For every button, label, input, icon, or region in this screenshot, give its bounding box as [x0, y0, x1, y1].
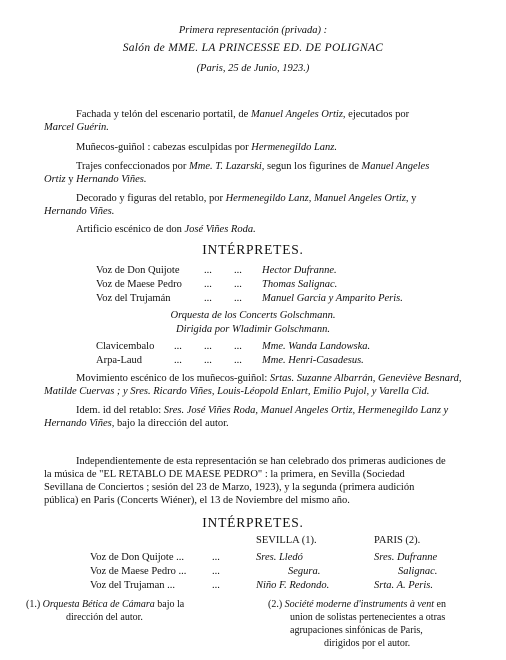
credit-name: Srtas. Suzanne Albarrán, Geneviève Besnard,	[269, 373, 462, 384]
credit-text: Trajes confeccionados por	[76, 161, 190, 172]
credit-text: y	[408, 193, 417, 204]
credit-text: Artificio escénico de don	[76, 224, 185, 235]
credit-text: ejecutados por	[345, 109, 410, 120]
credit-name: Hernando Viñes,	[44, 418, 115, 429]
credit-name: Sres. José Viñes Roda, Manuel Angeles Ortiz, Hermenegildo Lanz y	[163, 405, 449, 416]
director-line: Dirigida por Wladimir Golschmann.	[175, 324, 330, 335]
role-name: Voz de Maese Pedro	[96, 279, 182, 290]
credit-decorado	[44, 192, 464, 218]
premiere-label: Primera representación (privada) :	[178, 25, 328, 36]
footnote-text: bajo la	[154, 599, 185, 610]
role-name: Voz de Don Quijote	[96, 265, 180, 276]
credit-name: Ortiz	[44, 174, 66, 185]
performer-name: Mme. Wanda Landowska.	[262, 341, 371, 352]
credit-munecos	[44, 141, 464, 154]
credit-name: Hernando Viñes.	[44, 206, 115, 217]
credit-name: Hernando Viñes.	[76, 174, 147, 185]
instrument-name: Arpa-Laud	[96, 355, 143, 366]
performer-name: Manuel Garcia y Amparito Peris.	[262, 293, 403, 304]
footnote-text: en	[434, 599, 446, 610]
role-name: Voz de Maese Pedro ...	[90, 566, 187, 577]
column-header-paris: PARIS (2).	[374, 535, 421, 546]
credit-text: segun los figurines de	[264, 161, 362, 172]
dots: ...	[204, 293, 212, 304]
footnote-text: dirección del autor.	[66, 612, 143, 623]
credit-name: Matilde Cuervas ; y Sres. Ricardo Viñes, Louis-Léopold Enlart, Emilio Pujol, y Varella Cid.	[44, 386, 430, 397]
dots: ...	[212, 580, 220, 591]
role-name: Voz del Trujamán	[96, 293, 171, 304]
credit-name: José Viñes Roda.	[184, 224, 256, 235]
audiciones-line: pública) en Paris (Concerts Wiéner), el 13 de Noviembre del mismo año.	[44, 495, 350, 506]
performer-name: Mme. Henri-Casadesus.	[262, 355, 364, 366]
sevilla-performer: Niño F. Redondo.	[256, 580, 330, 591]
sevilla-performer: Segura.	[288, 566, 321, 577]
idem-credit	[44, 404, 464, 430]
dots: ...	[212, 566, 220, 577]
credit-text: Idem. id del retablo:	[76, 405, 164, 416]
credit-name: Mme. T. Lazarski,	[189, 161, 265, 172]
dots: ...	[234, 279, 242, 290]
audiciones-line: Independientemente de esta representación se han celebrado dos primeras audiciones de	[76, 456, 446, 467]
dots: ...	[234, 265, 242, 276]
dots: ...	[174, 355, 182, 366]
credit-text: Fachada y telón del escenario portatil, de	[76, 109, 251, 120]
performer-name: Hector Dufranne.	[262, 265, 337, 276]
movimiento-credit	[44, 372, 464, 398]
premiere-date: (Paris, 25 de Junio, 1923.)	[196, 63, 310, 74]
credit-name: Manuel Angeles Ortiz,	[250, 109, 346, 120]
credit-text: bajo la dirección del autor.	[114, 418, 229, 429]
paris-performer: Sres. Dufranne	[374, 552, 438, 563]
interpretes-heading-2: INTÉRPRETES.	[202, 515, 304, 530]
dots: ...	[212, 552, 220, 563]
footnote-name: Orquesta Bética de Cámara	[42, 599, 155, 610]
credit-fachada	[44, 108, 464, 134]
footnote-1	[26, 598, 236, 624]
credit-name: Marcel Guérin.	[44, 122, 109, 133]
credit-name: Hermenegildo Lanz, Manuel Angeles Ortiz,	[225, 193, 409, 204]
footnote-text: union de solistas pertenecientes a otras	[290, 612, 446, 623]
interpretes-heading: INTÉRPRETES.	[202, 242, 304, 257]
dots: ...	[204, 279, 212, 290]
footnote-text: dirigidos por el autor.	[324, 638, 411, 649]
credit-text: y	[65, 174, 77, 185]
dots: ...	[204, 265, 212, 276]
column-header-sevilla: SEVILLA (1).	[256, 535, 317, 546]
credit-artificio	[44, 223, 464, 236]
dots: ...	[204, 341, 212, 352]
footnote-name: Société moderne d'instruments à vent	[284, 599, 434, 610]
venue-title: Salón de MME. LA PRINCESSE ED. DE POLIGNAC	[122, 42, 384, 54]
credit-text: Movimiento escénico de los muñecos-guiñol:	[76, 373, 270, 384]
credit-text: Muñecos-guiñol : cabezas esculpidas por	[76, 142, 252, 153]
footnote-marker: (1.)	[26, 599, 43, 610]
instrument-name: Clavicembalo	[96, 341, 155, 352]
sevilla-performer: Sres. Lledó	[256, 552, 303, 563]
credit-name: Manuel Angeles	[361, 161, 430, 172]
paris-performer: Srta. A. Peris.	[374, 580, 434, 591]
audiciones-line: Sevillana de Conciertos ; sesión del 23 de Marzo, 1923), y la segunda (primera audición	[44, 482, 415, 493]
footnote-2	[268, 598, 490, 650]
audiciones-line: la música de "EL RETABLO DE MAESE PEDRO" : la primera, en Sevilla (Sociedad	[44, 469, 405, 480]
role-name: Voz de Don Quijote ...	[90, 552, 185, 563]
credit-name: Hermenegildo Lanz.	[251, 142, 337, 153]
orchestra-line: Orquesta de los Concerts Golschmann.	[170, 310, 336, 321]
footnote-text: agrupaciones sinfónicas de Paris,	[290, 625, 423, 636]
credit-trajes	[44, 160, 464, 186]
dots: ...	[234, 355, 242, 366]
role-name: Voz del Trujaman ...	[90, 580, 175, 591]
paris-performer: Salignac.	[398, 566, 438, 577]
dots: ...	[234, 293, 242, 304]
performer-name: Thomas Salignac.	[262, 279, 338, 290]
dots: ...	[204, 355, 212, 366]
dots: ...	[234, 341, 242, 352]
audiciones-paragraph	[44, 455, 464, 507]
dots: ...	[174, 341, 182, 352]
credit-text: Decorado y figuras del retablo, por	[76, 193, 226, 204]
footnote-marker: (2.)	[268, 599, 285, 610]
